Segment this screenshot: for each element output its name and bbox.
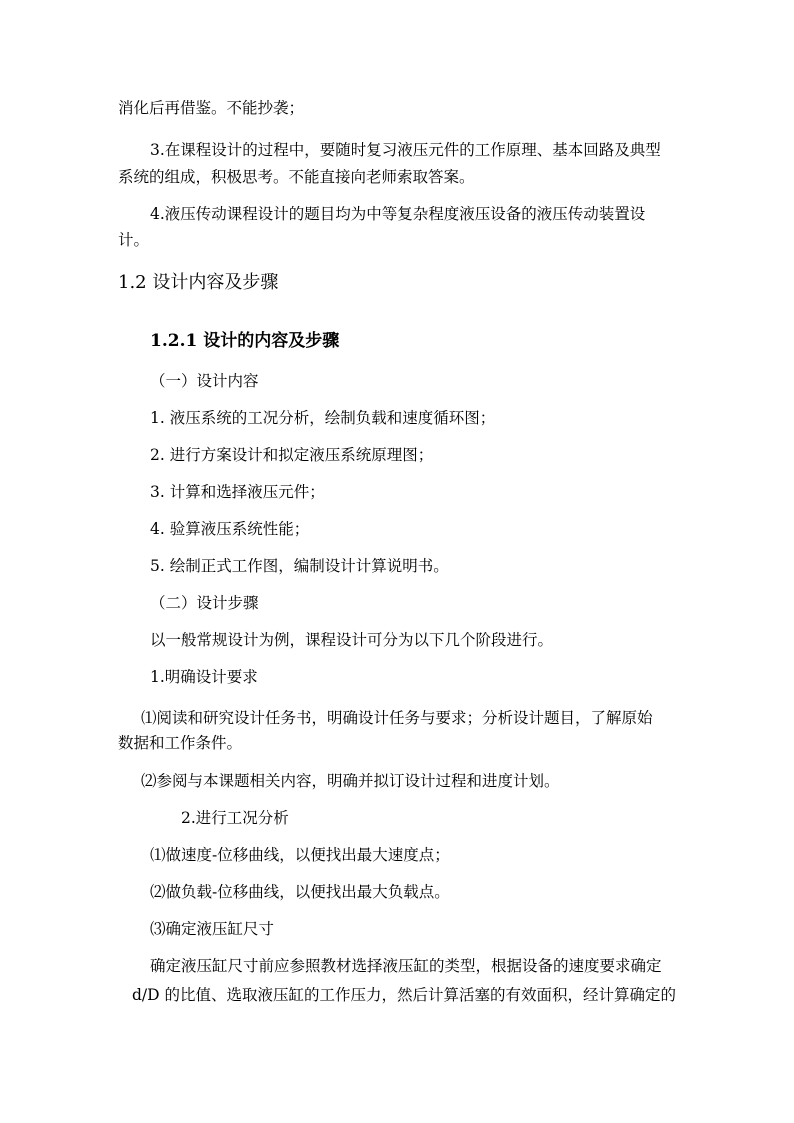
text-line: （一）设计内容 [150, 372, 259, 390]
section-heading: 1.2 设计内容及步骤 [118, 272, 279, 293]
text-line: ⑵参阅与本课题相关内容，明确并拟订设计过程和进度计划。 [141, 772, 560, 790]
text-line: 1.明确设计要求 [150, 668, 258, 686]
text-line: （二）设计步骤 [150, 594, 259, 612]
subsection-heading: 1.2.1 设计的内容及步骤 [150, 331, 340, 351]
list-item: 1. 液压系统的工况分析，绘制负载和速度循环图； [150, 409, 496, 427]
text-line: 3.在课程设计的过程中，要随时复习液压元件的工作原理、基本回路及典型 [150, 141, 661, 159]
text-line: 确定液压缸尺寸前应参照教材选择液压缸的类型，根据设备的速度要求确定 [150, 957, 662, 975]
text-line: 以一般常规设计为例，课程设计可分为以下几个阶段进行。 [150, 631, 554, 649]
text-line: 消化后再借鉴。不能抄袭； [118, 99, 305, 117]
text-line: ⑴做速度-位移曲线，以便找出最大速度点； [150, 846, 450, 864]
text-line: 计。 [118, 231, 150, 249]
list-item: 3. 计算和选择液压元件； [150, 483, 325, 501]
text-line: ⑶确定液压缸尺寸 [150, 920, 275, 938]
text-line: ⑴阅读和研究设计任务书，明确设计任务与要求；分析设计题目，了解原始 [141, 709, 653, 727]
list-item: 5. 绘制正式工作图，编制设计计算说明书。 [150, 557, 449, 575]
text-line: 数据和工作条件。 [118, 734, 243, 752]
text-line: 2.进行工况分析 [181, 809, 289, 827]
text-line: 4.液压传动课程设计的题目均为中等复杂程度液压设备的液压传动装置设 [150, 205, 646, 223]
list-item: 4. 验算液压系统性能； [150, 520, 310, 538]
text-line: 系统的组成，积极思考。不能直接向老师索取答案。 [118, 168, 475, 186]
text-line: ⑵做负载-位移曲线，以便找出最大负载点。 [150, 883, 450, 901]
text-line: d/D 的比值、选取液压缸的工作压力，然后计算活塞的有效面积，经计算确定的 [132, 986, 677, 1004]
list-item: 2. 进行方案设计和拟定液压系统原理图； [150, 446, 434, 464]
